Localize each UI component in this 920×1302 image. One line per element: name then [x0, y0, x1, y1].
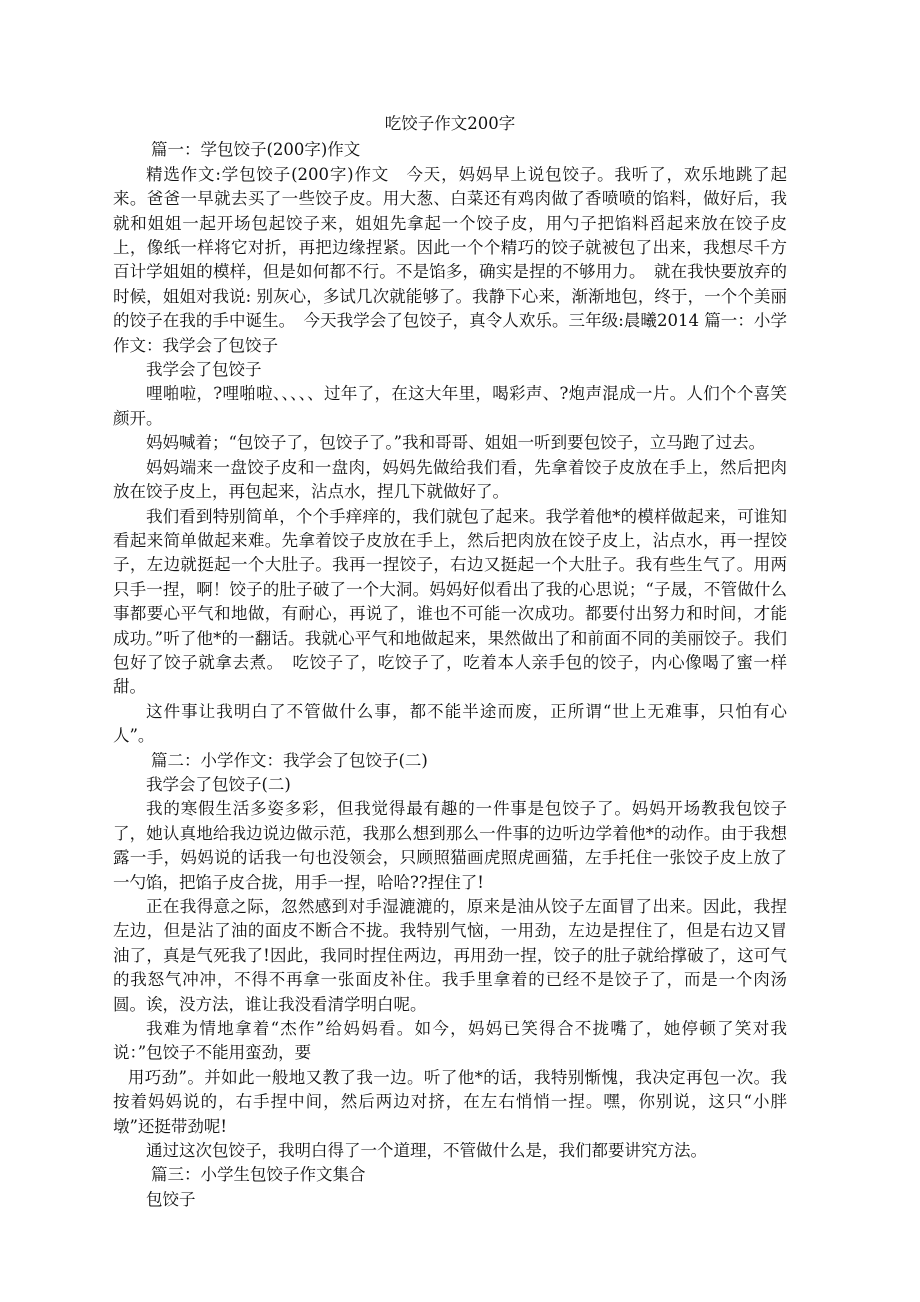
body-paragraph: 通过这次包饺子，我明白得了一个道理，不管做什么是，我们都要讲究方法。: [146, 1141, 707, 1161]
body-paragraph: 我们看到特别简单，个个手痒痒的，我们就包了起来。我学着他*的模样做起来，可谁知看起来简单做起来难。先拿着饺子皮放在手上，然后把肉放在饺子皮上，沾点水，再一捏饺子，左边就挺起一个大肚子。我再一捏饺子，右边又挺起一个大肚子。我有些生气了。用两只手一捏，啊！饺子的肚子破了一个大洞。妈妈好似看出了我的心思说；“子晟，不管做什么事都要心平气和地做，有耐心，再说了，谁也不可能一次成功。都要付出努力和时间，才能成功。”听了他*的一翻话。我就心平气和地做起来，果然做出了和前面不同的美丽饺子。我们包好了饺子就拿去煮。 吃饺子了，吃饺子了，吃着本人亲手包的饺子，内心像喝了蜜一样甜。: [113, 506, 787, 697]
document-title: 吃饺子作文200字: [384, 114, 516, 133]
body-paragraph: 我难为情地拿着“杰作”给妈妈看。如今，妈妈已笑得合不拢嘴了，她停顿了笑对我说：”包饺子不能用蛮劲，要: [113, 1019, 787, 1063]
body-paragraph: 精选作文:学包饺子(200字)作文 今天，妈妈早上说包饺子。我听了，欢乐地跳了起来。爸爸一早就去买了一些饺子皮。用大葱、白菜还有鸡肉做了香喷喷的馅料，做好后，我就和姐姐一起开场包起饺子来，姐姐先拿起一个饺子皮，用勺子把馅料舀起来放在饺子皮上，像纸一样将它对折，再把边缘捏紧。因此一个个精巧的饺子就被包了出来，我想尽千方百计学姐姐的模样，但是如何都不行。不是馅多，确实是捏的不够用力。 就在我快要放弃的时候，姐姐对我说: 别灰心，多试几次就能够了。我静下心来，渐渐地包，终于，一个个美丽的饺子在我的手中诞生。 今天我学会了包饺子，真令人欢乐。三年级:晨曦2014 篇一：小学作文：我学会了包饺子: [113, 164, 787, 355]
sub-heading: 包饺子: [146, 1189, 196, 1209]
body-paragraph-continued: 用巧劲”。并如此一般地又教了我一边。听了他*的话，我特别惭愧，我决定再包一次。我按着妈妈说的，右手捏中间，然后两边对挤，在左右悄悄一捏。嘿，你别说，这只“小胖墩”还挺带劲呢!: [113, 1067, 787, 1136]
sub-heading: 我学会了包饺子: [146, 360, 262, 380]
body-paragraph: 我的寒假生活多姿多彩，但我觉得最有趣的一件事是包饺子了。妈妈开场教我包饺子了，她认真地给我边说边做示范，我那么想到那么一件事的边听边学着他*的动作。由于我想露一手，妈妈说的话我一句也没领会，只顾照猫画虎照虎画猫，左手托住一张饺子皮上放了一勺馅，把馅子皮合拢，用手一捏，哈哈??捏住了!: [113, 799, 787, 892]
body-paragraph: 妈妈喊着；“包饺子了，包饺子了。”我和哥哥、姐姐一听到要包饺子，立马跑了过去。: [146, 433, 766, 453]
body-paragraph: 正在我得意之际，忽然感到对手湿漉漉的，原来是油从饺子左面冒了出来。因此，我捏左边，但是沾了油的面皮不断合不拢。我特别气恼，一用劲，左边是捏住了，但是右边又冒油了，真是气死我了!因此，我同时捏住两边，再用劲一捏，饺子的肚子就给撑破了，这可气的我怒气冲冲，不得不再拿一张面皮补住。我手里拿着的已经不是饺子了，而是一个肉汤圆。诶，没方法，谁让我没看清学明白呢。: [113, 897, 787, 1014]
section-heading-2: 篇二：小学作文：我学会了包饺子(二): [150, 750, 428, 770]
sub-heading: 我学会了包饺子(二): [146, 774, 291, 794]
document-page: [113, 112, 787, 1212]
section-heading-1: 篇一：学包饺子(200字)作文: [150, 140, 361, 160]
body-paragraph: 这件事让我明白了不管做什么事，都不能半途而废，正所谓“世上无难事，只怕有心人”。: [113, 701, 787, 746]
body-paragraph: 妈妈端来一盘饺子皮和一盘肉，妈妈先做给我们看，先拿着饺子皮放在手上，然后把肉放在饺子皮上，再包起来，沾点水，捏几下就做好了。: [113, 457, 787, 502]
body-paragraph: 哩啪啦，?哩啪啦、、、、、过年了，在这大年里，喝彩声、?炮声混成一片。人们个个喜笑颜开。: [113, 384, 787, 428]
section-heading-3: 篇三：小学生包饺子作文集合: [150, 1165, 366, 1185]
